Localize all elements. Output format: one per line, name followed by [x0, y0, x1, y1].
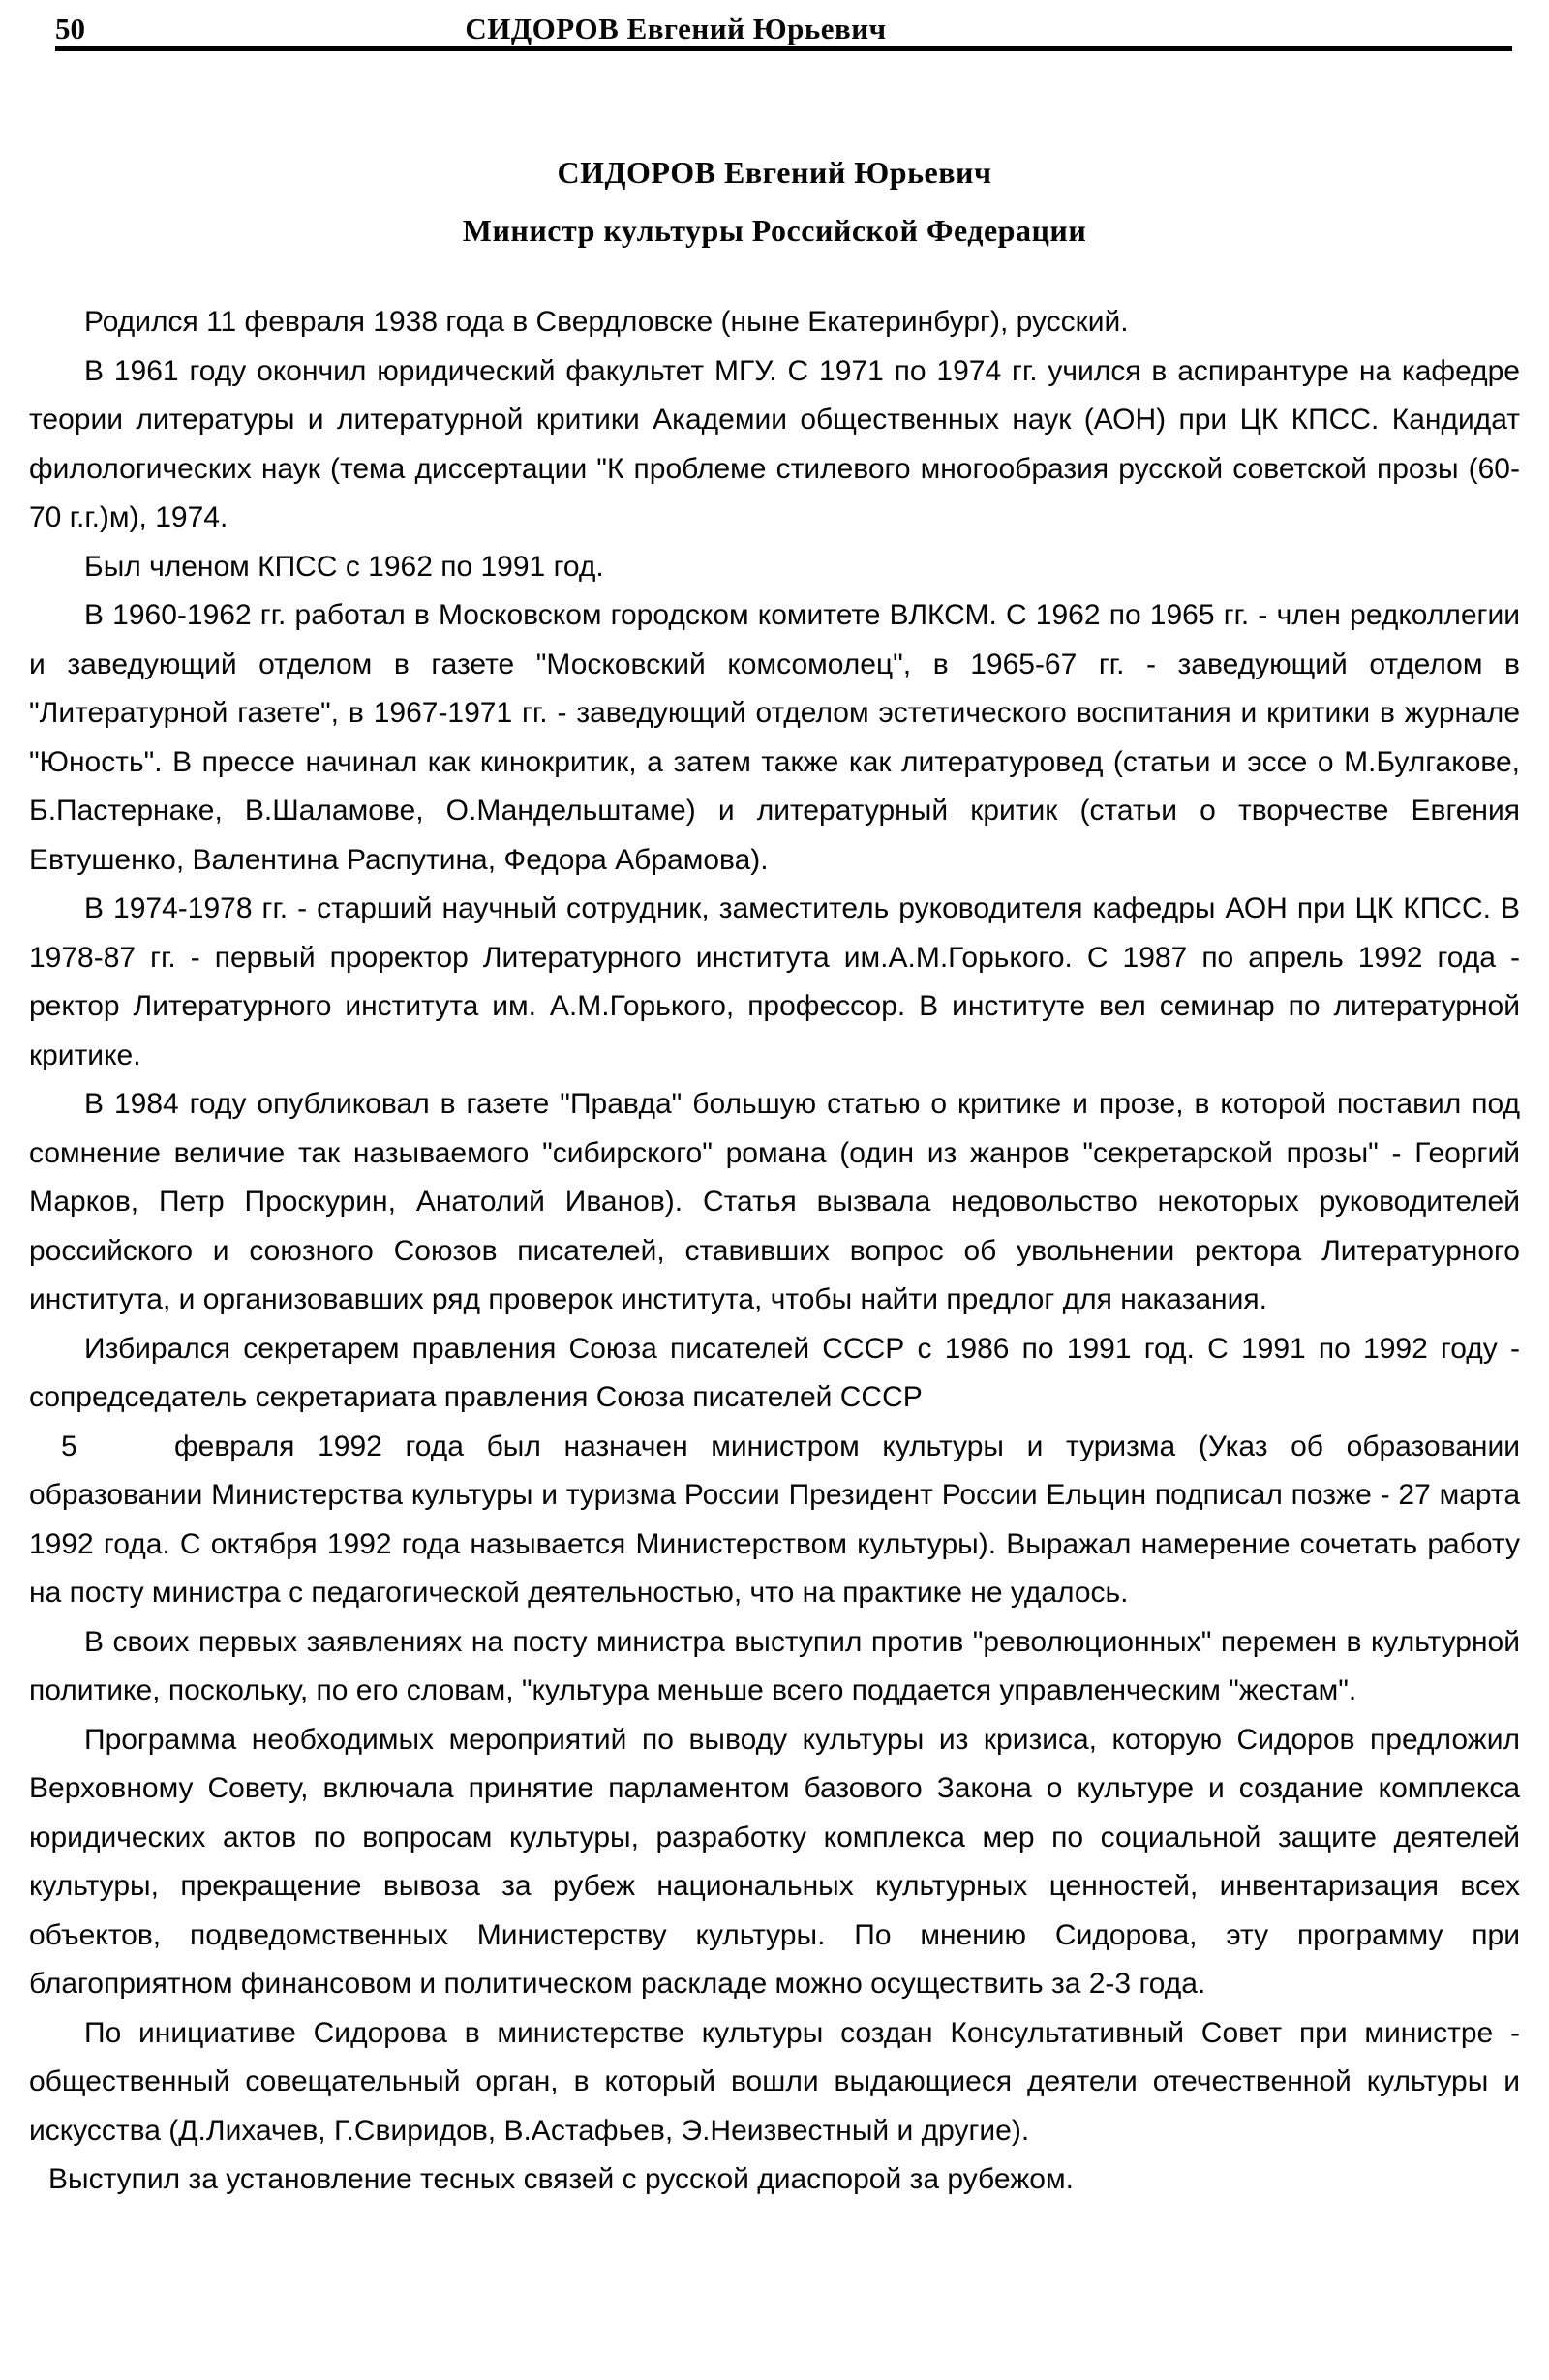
paragraph-writers-union: Избирался секретарем правления Союза писателей СССР с 1986 по 1991 год. С 1991 по 1992 году - сопредседатель секретариата правления Союза писателей СССР [29, 1332, 1520, 1413]
paragraph-culture-program: Программа необходимых мероприятий по выводу культуры из кризиса, которую Сидоров предложил Верховному Совету, включала принятие парламентом базового Закона о культуре и создание комплекса юридических актов по вопросам культуры, разработку комплекса мер по социальной защите деятелей культуры, прекращение вывоза за рубеж национальных культурных ценностей, инвентаризация всех объектов, подведомственных Министерству культуры. По мнению Сидорова, эту программу при благоприятном финансовом и политическом раскладе можно осуществить за 2-3 года. [29, 1723, 1520, 2000]
header-rule-divider [55, 46, 1512, 51]
paragraph-academic-career: В 1974-1978 гг. - старший научный сотрудник, заместитель руководителя кафедры АОН при ЦК КПСС. В 1978-87 гг. - первый проректор Литературного института им.А.М.Горького. С 1987 по апрель 1992 года - ректор Литературного института им. А.М.Горького, профессор. В институте вел семинар по литературной критике. [29, 892, 1520, 1071]
page-number: 50 [55, 12, 85, 45]
paragraph-party-membership: Был членом КПСС с 1962 по 1991 год. [84, 550, 604, 583]
paragraph-early-career: В 1960-1962 гг. работал в Московском городском комитете ВЛКСМ. С 1962 по 1965 гг. - член редколлегии и заведующий отделом в газете "Московский комсомолец", в 1965-67 гг. - заведующий отделом в "Литературной газете", в 1967-1971 гг. - заведующий отделом эстетического воспитания и критики в журнале "Юность". В прессе начинал как кинокритик, а затем также как литературовед (статьи и эссе о М.Булгакове, Б.Пастернаке, В.Шаламове, О.Мандельштаме) и литературный критик (статьи о творчестве Евгения Евтушенко, Валентина Распутина, Федора Абрамова). [29, 599, 1520, 876]
paragraph-minister-appointment [29, 1423, 1520, 1618]
document-title-block [0, 155, 1549, 248]
page-header [55, 12, 1512, 46]
paragraph-minister-appointment-text: февраля 1992 года был назначен министром культуры и туризма (Указ об образовании образовании Министерства культуры и туризма России Президент России Ельцин подписал позже - 27 марта 1992 года. С октября 1992 года называется Министерством культуры). Выражал намерение сочетать работу на посту министра с педагогической деятельностью, что на практике не удалось. [29, 1430, 1520, 1609]
paragraph-birth: Родился 11 февраля 1938 года в Свердловске (ныне Екатеринбург), русский. [84, 306, 1129, 338]
document-body [29, 298, 1520, 2205]
paragraph-first-statements: В своих первых заявлениях на посту министра выступил против "революционных" перемен в культурной политике, поскольку, по его словам, "культура меньше всего поддается управленческим "жестам". [29, 1625, 1520, 1706]
running-header-title: СИДОРОВ Евгений Юрьевич [465, 12, 887, 45]
paragraph-education: В 1961 году окончил юридический факультет МГУ. С 1971 по 1974 гг. учился в аспирантуре на кафедре теории литературы и литературной критики Академии общественных наук (АОН) при ЦК КПСС. Кандидат филологических наук (тема диссертации "К проблеме стилевого многообразия русской советской прозы (60-70 г.г.)м), 1974. [29, 354, 1520, 533]
paragraph-diaspora: Выступил за установление тесных связей с русской диаспорой за рубежом. [48, 2163, 1074, 2195]
paragraph-number-marker: 5 [61, 1430, 77, 1462]
person-position-heading: Министр культуры Российской Федерации [462, 213, 1087, 248]
paragraph-pravda-article: В 1984 году опубликовал в газете "Правда" большую статью о критике и прозе, в которой поставил под сомнение величие так называемого "сибирского" романа (один из жанров "секретарской прозы" - Георгий Марков, Петр Проскурин, Анатолий Иванов). Статья вызвала недовольство некоторых руководителей российского и союзного Союзов писателей, ставивших вопрос об увольнении ректора Литературного института, и организовавших ряд проверок института, чтобы найти предлог для наказания. [29, 1088, 1520, 1315]
person-name-heading: СИДОРОВ Евгений Юрьевич [557, 155, 992, 190]
paragraph-advisory-council: По инициативе Сидорова в министерстве культуры создан Консультативный Совет при министре - общественный совещательный орган, в который вошли выдающиеся деятели отечественной культуры и искусства (Д.Лихачев, Г.Свиридов, В.Астафьев, Э.Неизвестный и другие). [29, 2016, 1520, 2147]
